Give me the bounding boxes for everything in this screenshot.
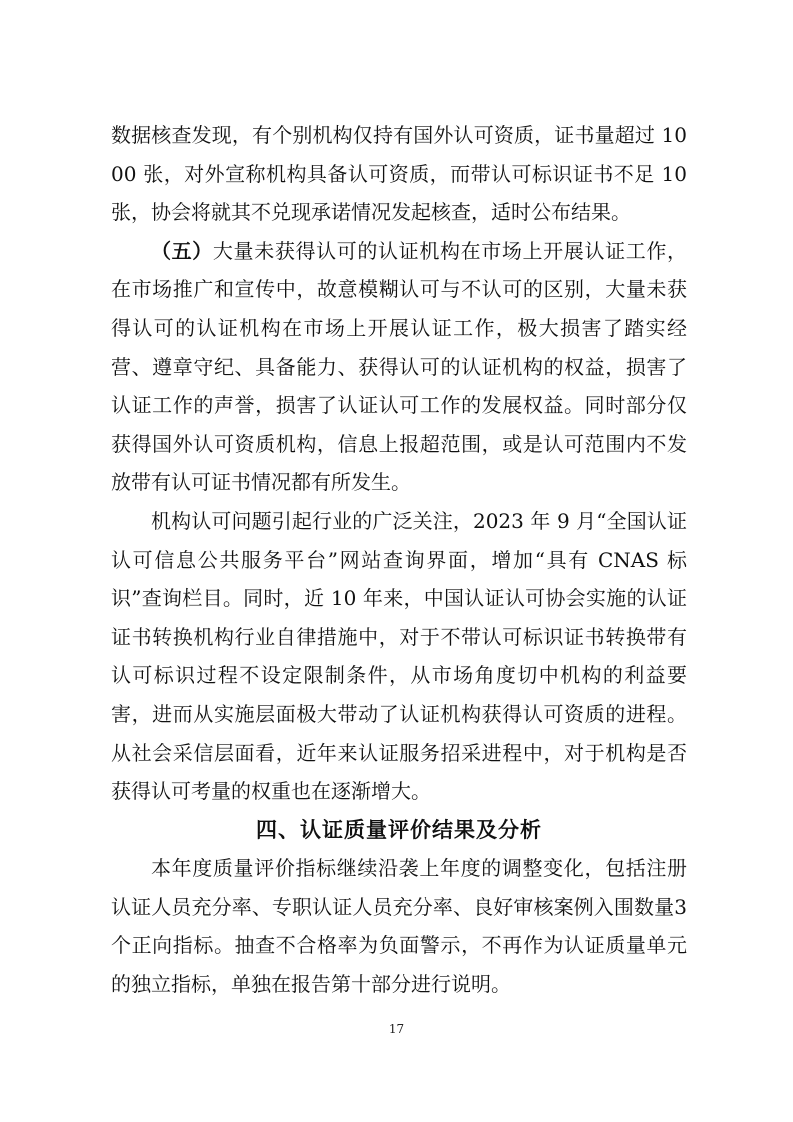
subsection-body: 在市场推广和宣传中，故意模糊认可与不认可的区别，大量未获得认可的认证机构在市场上开展认证工作，极大损害了踏实经营、遵章守纪、具备能力、获得认可的认证机构的权益，损害了认证工作的声誉，损害了认证认可工作的发展权益。同时部分仅获得国外认可资质机构，信息上报超范围，或是认可范围内不发放带有认可证书情况都有所发生。 [111, 277, 687, 495]
subsection-label: （五） [151, 238, 213, 263]
subsection-lead: 大量未获得认可的认证机构在市场上开展认证工作， [212, 238, 688, 263]
paragraph-data-verification: 数据核查发现，有个别机构仅持有国外认可资质，证书量超过 1000 张，对外宣称机构具备认可资质，而带认可标识证书不足 10 张，协会将就其不兑现承诺情况发起核查，适时公布结果。 [111, 123, 687, 225]
section-heading: 四、认证质量评价结果及分析 [256, 817, 542, 842]
paragraph-accreditation-concern: 机构认可问题引起行业的广泛关注，2023 年 9 月“全国认证认可信息公共服务平台”网站查询界面，增加“具有 CNAS 标识”查询栏目。同时，近 10 年来，中国认证认可协会实施的认证证书转换机构行业自律措施中，对于不带认可标识证书转换带有认可标识过程不设定限制条件，从市场角度切中机构的利益要害，进而从实施层面极大带动了认证机构获得认可资质的进程。从社会采信层面看，近年来认证服务招采进程中，对于机构是否获得认可考量的权重也在逐渐增大。 [111, 508, 687, 804]
page-body [111, 116, 687, 1004]
paragraph-quality-indicators: 本年度质量评价指标继续沿袭上年度的调整变化，包括注册认证人员充分率、专职认证人员充分率、良好审核案例入围数量3个正向指标。抽查不合格率为负面警示，不再作为认证质量单元的独立指标，单独在报告第十部分进行说明。 [111, 856, 687, 997]
paragraph-unaccredited-bodies [111, 232, 687, 502]
page-number: 17 [388, 1022, 405, 1036]
